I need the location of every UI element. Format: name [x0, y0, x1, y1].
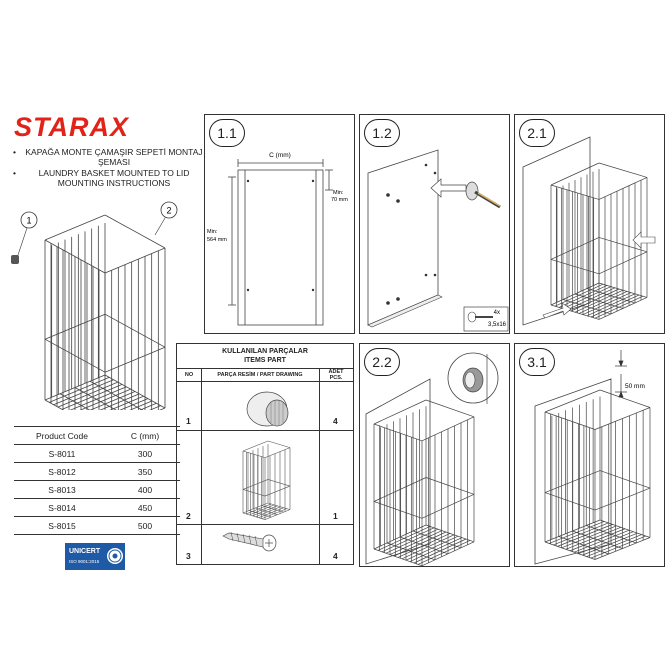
header-c-mm: C (mm) — [110, 427, 180, 445]
starax-logo — [14, 112, 189, 142]
cell-code: S-8015 — [14, 517, 110, 535]
instruction-titles — [2, 147, 207, 189]
product-code-table — [14, 426, 180, 535]
screw-size: 3,5x16 — [487, 322, 506, 328]
screw-qty: 4x — [493, 310, 500, 316]
cell-code: S-8014 — [14, 499, 110, 517]
step-2-2-label: 2.2 — [364, 348, 400, 376]
screw-part-drawing — [223, 532, 276, 551]
step-2-1-label: 2.1 — [519, 119, 555, 147]
unicert-badge — [65, 543, 125, 570]
c-dimension-label: C (mm) — [269, 152, 291, 159]
parts-table — [176, 343, 354, 565]
basket-illustration — [5, 200, 185, 410]
cell-code: S-8012 — [14, 463, 110, 481]
cell-c: 450 — [110, 499, 180, 517]
cell-c: 400 — [110, 481, 180, 499]
table-row — [14, 499, 180, 517]
title-en-text: LAUNDRY BASKET MOUNTED TO LID MOUNTING INSTRUCTIONS — [38, 167, 190, 189]
col-qty-tr: ADET — [328, 369, 344, 375]
row-2-qty: 1 — [333, 511, 338, 521]
parts-title-tr: KULLANILAN PARÇALAR — [222, 348, 308, 355]
basket-part-drawing — [243, 441, 290, 520]
min-top-label: Min: — [333, 190, 344, 196]
table-header-row — [14, 427, 180, 445]
offset-label: 50 mm — [625, 383, 645, 390]
step-1-2-panel — [359, 114, 510, 334]
col-qty-en: PCS. — [329, 375, 343, 381]
step-3-1-panel — [514, 343, 665, 567]
col-drawing: PARÇA RESİM / PART DRAWING — [217, 372, 303, 378]
callout-1-text: 1 — [26, 215, 32, 226]
knob-part-drawing — [247, 392, 288, 426]
min-top-value: 70 mm — [331, 197, 348, 203]
table-row — [14, 463, 180, 481]
cell-code: S-8013 — [14, 481, 110, 499]
row-1-qty: 4 — [333, 416, 338, 426]
unicert-standard: ISO 9001:2015 — [69, 559, 100, 564]
callout-2-text: 2 — [166, 205, 172, 216]
col-no: NO — [184, 372, 194, 378]
min-height-value: 564 mm — [207, 237, 227, 243]
title-tr: • KAPAĞA MONTE ÇAMAŞIR SEPETİ MONTAJ ŞEMASI — [2, 147, 207, 168]
table-row — [14, 445, 180, 463]
step-1-2-label: 1.2 — [364, 119, 400, 147]
row-3-qty: 4 — [333, 551, 338, 561]
title-tr-text: KAPAĞA MONTE ÇAMAŞIR SEPETİ MONTAJ ŞEMASI — [25, 147, 203, 168]
bracket-part-icon — [11, 255, 19, 264]
step-3-1-label: 3.1 — [519, 348, 555, 376]
arrow-icon — [633, 232, 655, 248]
cell-c: 300 — [110, 445, 180, 463]
row-3-no: 3 — [186, 551, 191, 561]
unicert-name: UNICERT — [69, 548, 101, 555]
step-2-2-panel — [359, 343, 510, 567]
cell-c: 350 — [110, 463, 180, 481]
table-row — [14, 481, 180, 499]
step-1-1-label: 1.1 — [209, 119, 245, 147]
logo-text: STARAX — [14, 112, 130, 142]
cell-code: S-8011 — [14, 445, 110, 463]
row-2-no: 2 — [186, 511, 191, 521]
header-product-code: Product Code — [14, 427, 110, 445]
parts-title-en: ITEMS PART — [244, 356, 286, 364]
step-1-1-panel — [204, 114, 355, 334]
row-1-no: 1 — [186, 416, 191, 426]
title-en: • LAUNDRY BASKET MOUNTED TO LID MOUNTING INSTRUCTIONS — [2, 168, 207, 189]
table-row — [14, 517, 180, 535]
step-2-1-panel — [514, 114, 665, 334]
min-height-label: Min: — [207, 229, 218, 235]
cell-c: 500 — [110, 517, 180, 535]
